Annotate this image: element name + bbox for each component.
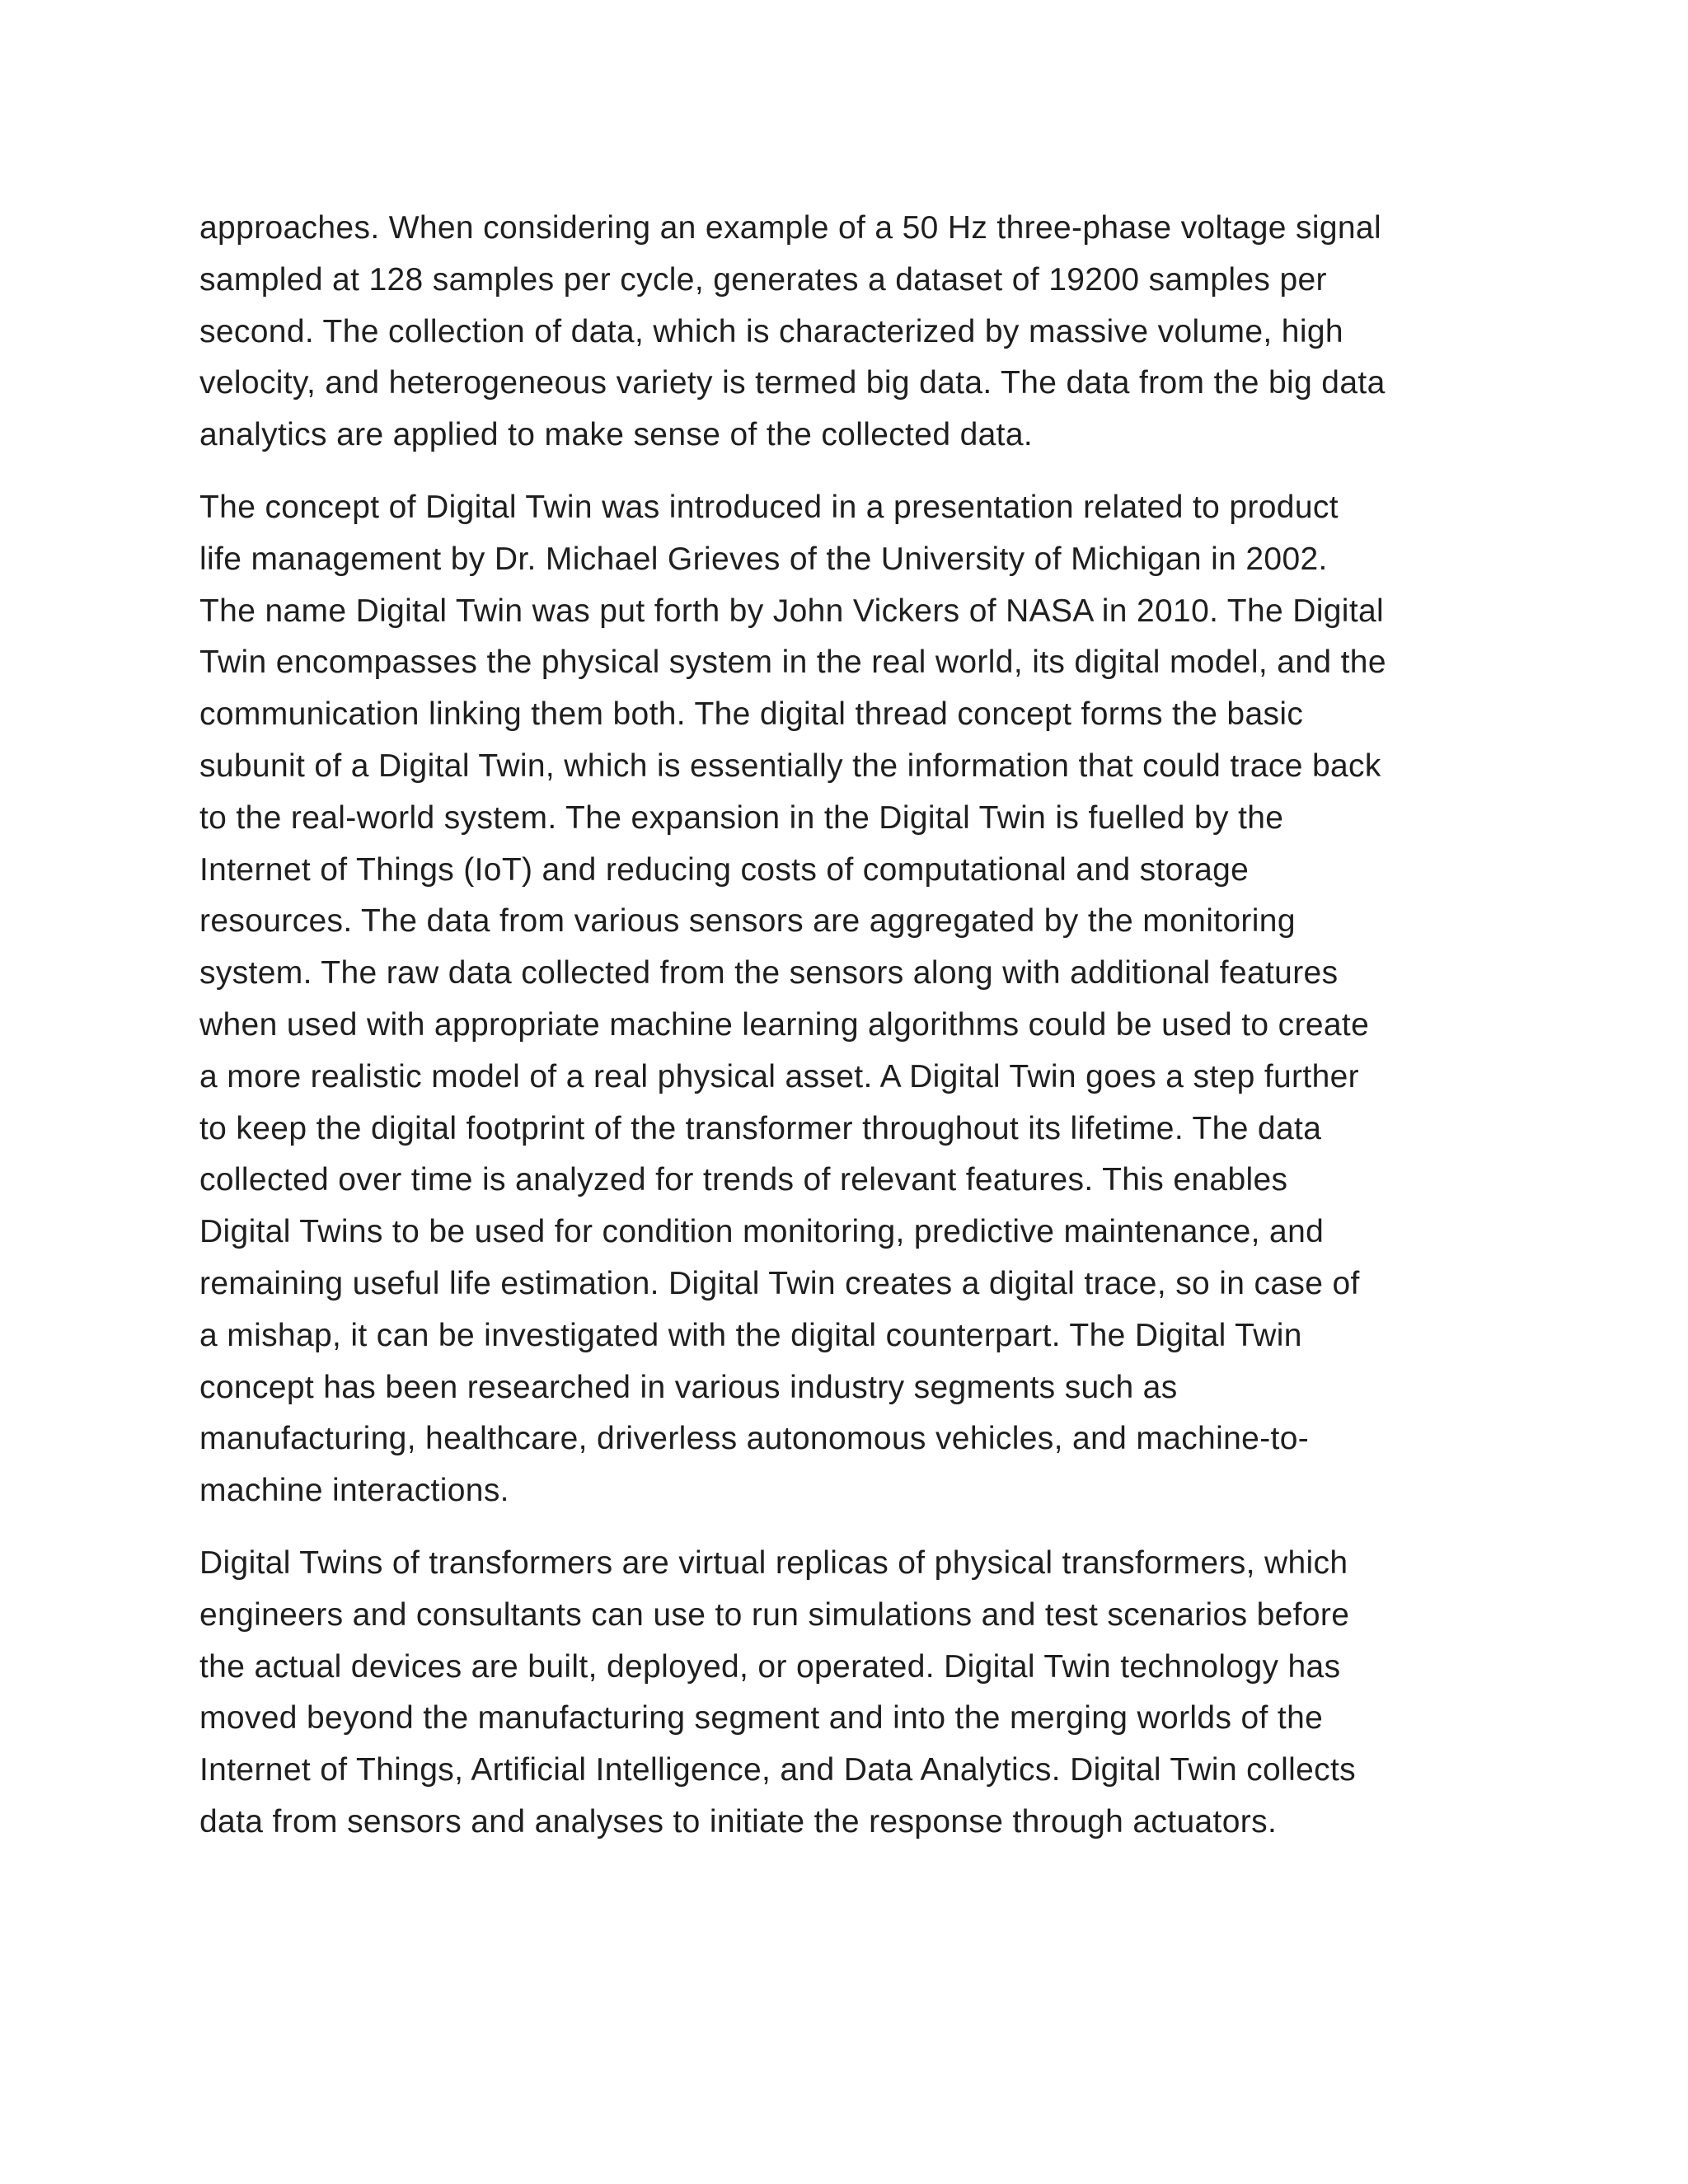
- text-line: a mishap, it can be investigated with the digital counterpart. The Digital Twin: [199, 1317, 1302, 1353]
- paragraph-digital-twin-concept: [199, 482, 1498, 1517]
- text-line: Internet of Things, Artificial Intelligence, and Data Analytics. Digital Twin collects: [199, 1752, 1357, 1788]
- text-line: The name Digital Twin was put forth by John Vickers of NASA in 2010. The Digital: [199, 593, 1385, 629]
- text-line: moved beyond the manufacturing segment and into the merging worlds of the: [199, 1700, 1324, 1736]
- text-line: Internet of Things (IoT) and reducing costs of computational and storage: [199, 851, 1250, 888]
- text-line: manufacturing, healthcare, driverless autonomous vehicles, and machine-to-: [199, 1421, 1310, 1457]
- text-line: subunit of a Digital Twin, which is essentially the information that could trace back: [199, 748, 1381, 784]
- text-line: communication linking them both. The digital thread concept forms the basic: [199, 696, 1304, 733]
- text-line: analytics are applied to make sense of the collected data.: [199, 417, 1034, 453]
- paragraph-transformer-twins: [199, 1538, 1498, 1849]
- text-line: machine interactions.: [199, 1473, 509, 1509]
- text-line: remaining useful life estimation. Digital Twin creates a digital trace, so in case of: [199, 1265, 1360, 1301]
- text-line: Twin encompasses the physical system in the real world, its digital model, and the: [199, 644, 1386, 681]
- text-line: when used with appropriate machine learning algorithms could be used to create: [199, 1006, 1370, 1043]
- text-line: second. The collection of data, which is characterized by massive volume, high: [199, 313, 1343, 349]
- text-line: a more realistic model of a real physical asset. A Digital Twin goes a step further: [199, 1058, 1359, 1094]
- body-text: [199, 203, 1498, 1849]
- text-line: data from sensors and analyses to initiate the response through actuators.: [199, 1803, 1278, 1840]
- text-line: system. The raw data collected from the sensors along with additional features: [199, 955, 1339, 991]
- text-line: The concept of Digital Twin was introduced in a presentation related to product: [199, 489, 1339, 525]
- text-line: velocity, and heterogeneous variety is termed big data. The data from the big data: [199, 365, 1386, 401]
- text-line: concept has been researched in various industry segments such as: [199, 1369, 1178, 1405]
- text-line: life management by Dr. Michael Grieves of the University of Michigan in 2002.: [199, 541, 1328, 577]
- text-line: to the real-world system. The expansion in the Digital Twin is fuelled by the: [199, 799, 1284, 836]
- text-line: collected over time is analyzed for trends of relevant features. This enables: [199, 1162, 1288, 1198]
- text-line: sampled at 128 samples per cycle, generates a dataset of 19200 samples per: [199, 261, 1327, 298]
- text-line: approaches. When considering an example of a 50 Hz three-phase voltage signal: [199, 210, 1381, 246]
- text-line: to keep the digital footprint of the transformer throughout its lifetime. The data: [199, 1110, 1322, 1146]
- text-line: engineers and consultants can use to run simulations and test scenarios before: [199, 1596, 1350, 1633]
- text-line: Digital Twins to be used for condition monitoring, predictive maintenance, and: [199, 1214, 1325, 1250]
- paragraph-big-data: [199, 203, 1498, 462]
- text-line: Digital Twins of transformers are virtual replicas of physical transformers, which: [199, 1544, 1348, 1581]
- text-line: resources. The data from various sensors are aggregated by the monitoring: [199, 903, 1296, 940]
- text-line: the actual devices are built, deployed, or operated. Digital Twin technology has: [199, 1648, 1341, 1685]
